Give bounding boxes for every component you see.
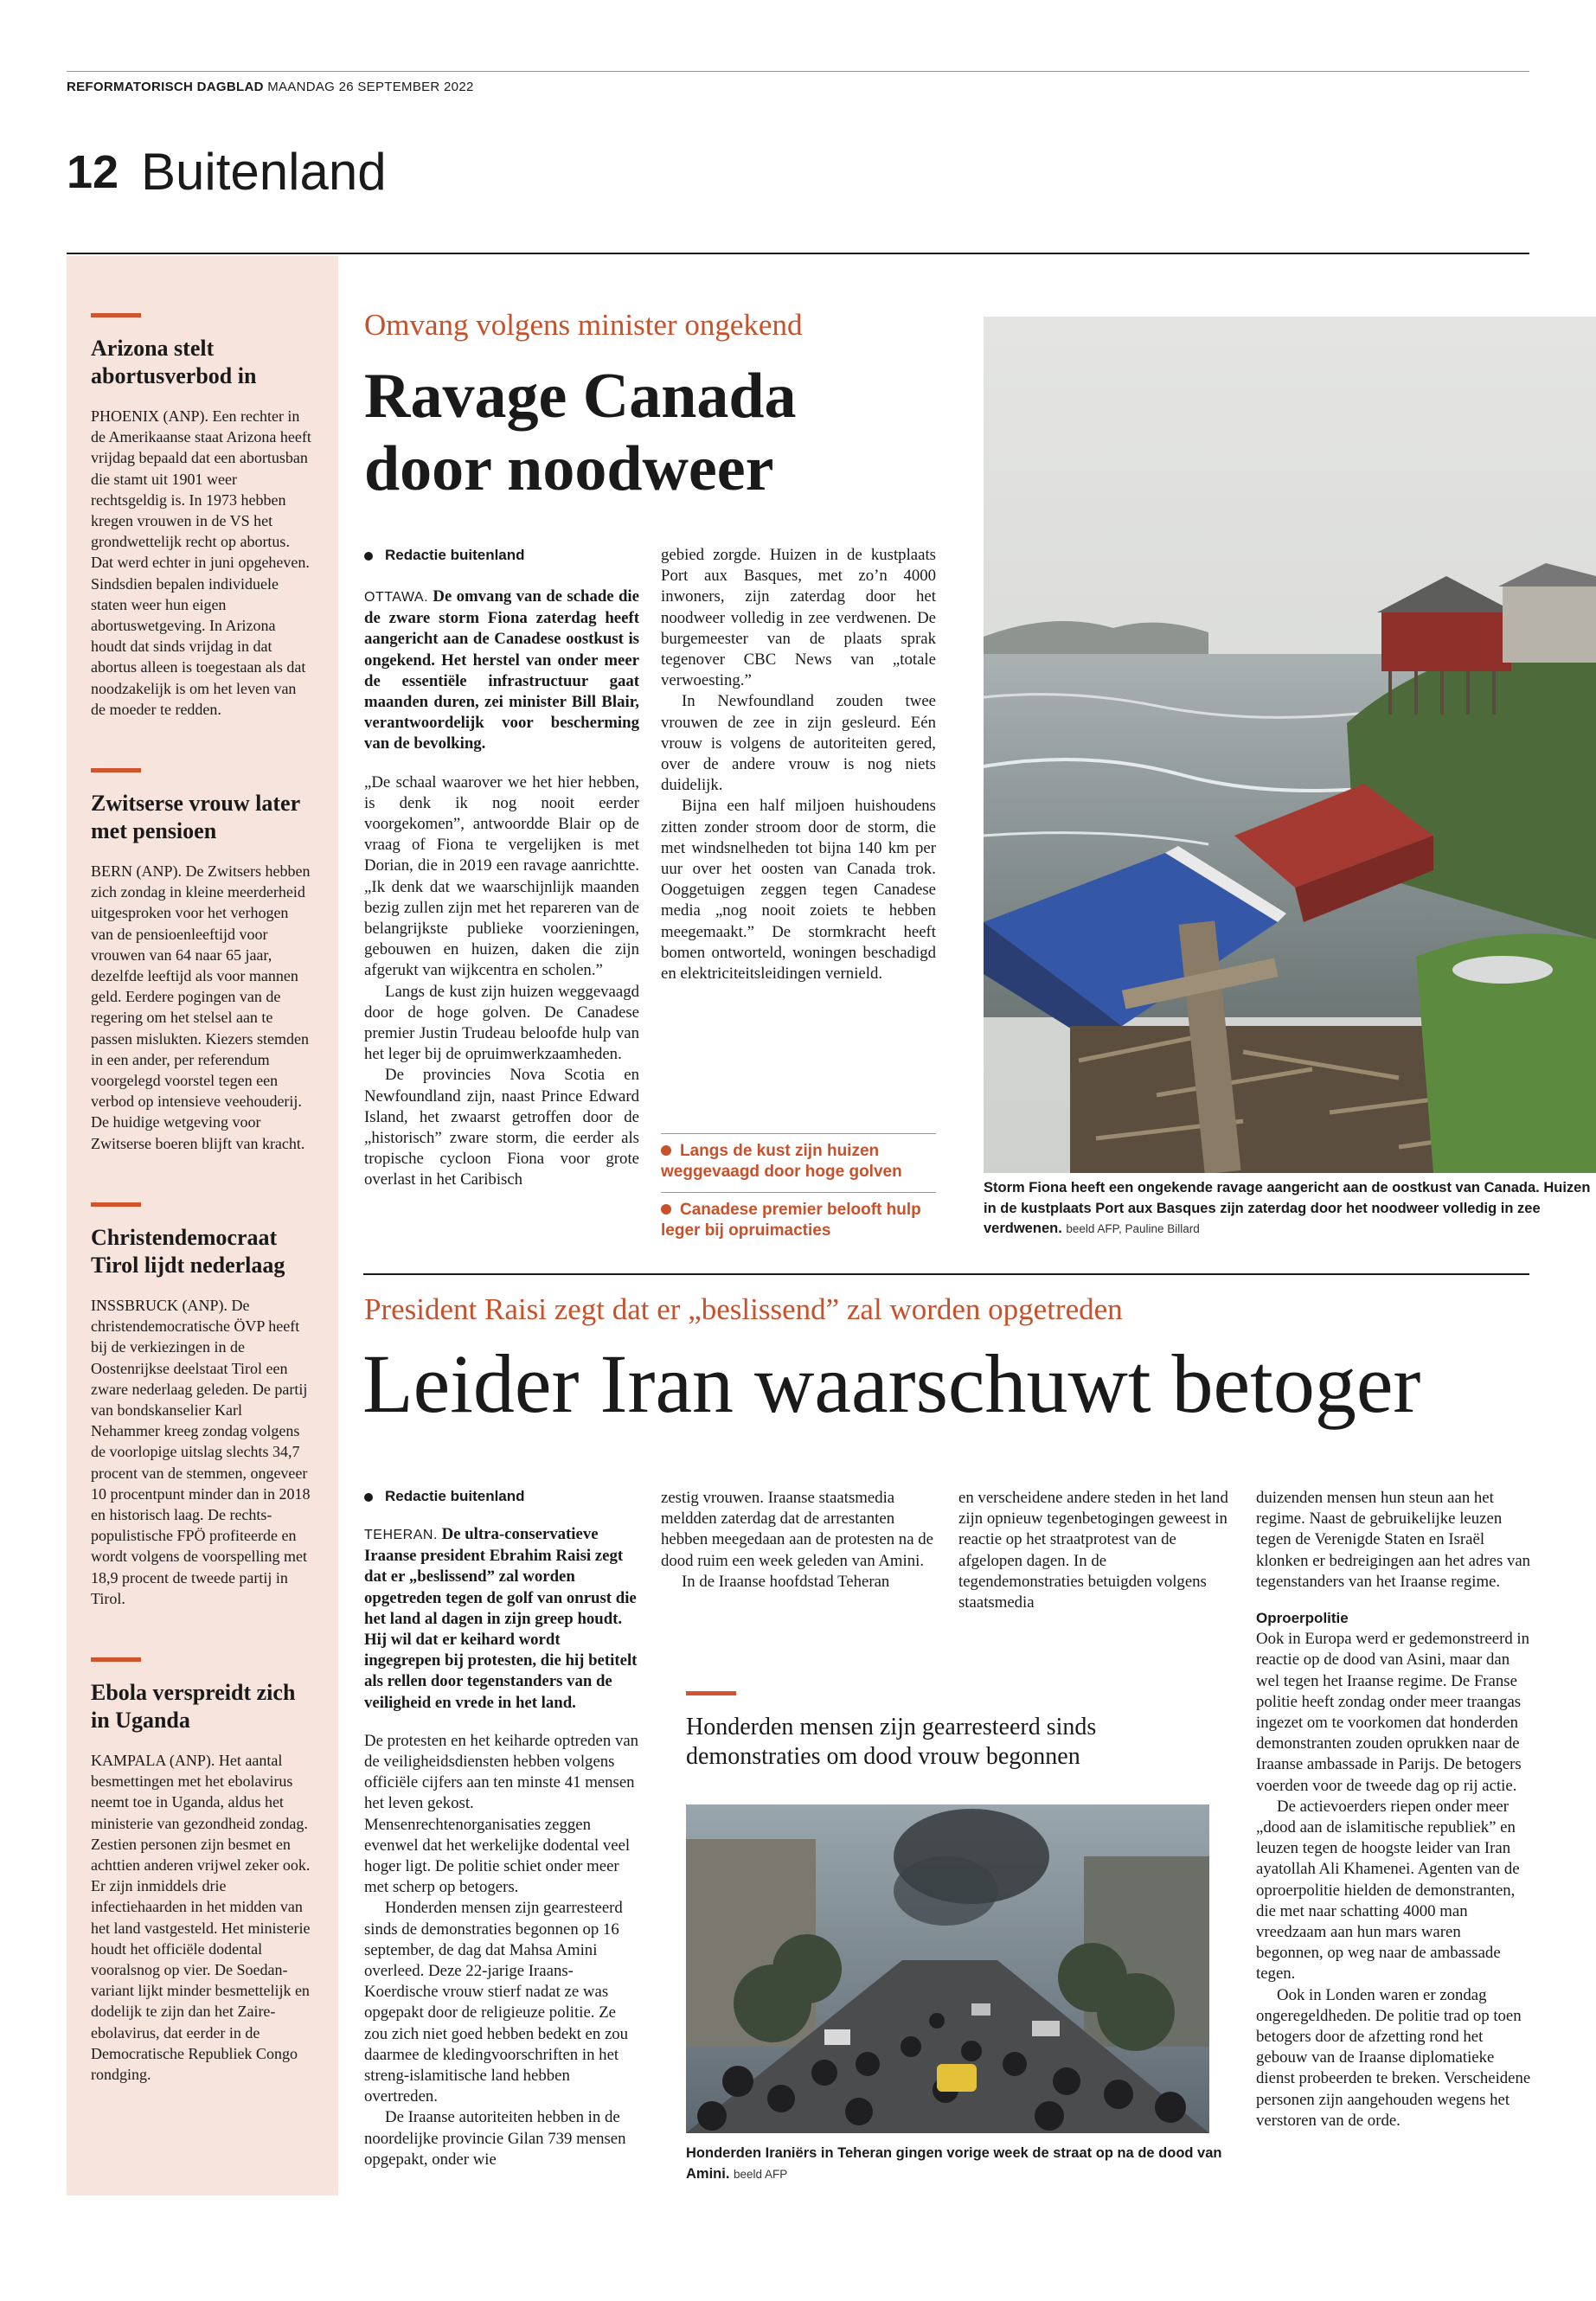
paper-name: REFORMATORISCH DAGBLAD — [67, 80, 264, 94]
body-paragraph: De actievoerders riepen onder meer „dood aan de islamitische republiek” en leuzen tegen de hoogste leider van Iran ayatollah Ali Khamenei. Agenten van de oproerpolitie hielden de demonstranten, die met naar schatting 4000 man vreedzaam aan hun mars waren begonnen, op weg naar de ambassade tegen. — [1256, 1797, 1520, 1984]
body-paragraph: „De schaal waarover we het hier hebben, is denk ik nog nooit eerder voorgekomen”, antwoordde Blair op de vraag of Fiona te vergelijken is met Dorian, die in 2019 een ravage aanrichtte. „Ik denk dat we waarschijnlijk maanden bezig zullen zijn met het repareren van de belangrijkste publieke voorzieningen, gebouwen en huizen, daken die zijn afgerukt van wijkcentra en scholen.” — [364, 772, 639, 980]
body-paragraph: zestig vrouwen. Iraanse staatsmedia meldden zaterdag dat de arrestanten hebben meegedaan aan de protesten na de dood ruim een week geleden van Amini. — [661, 1489, 933, 1570]
body-paragraph: Ook in Londen waren er zondag ongeregeldheden. De politie trad op toen betogers door de afzetting rond het gebouw van de Iraanse diplomatieke dienst probeerden te breken. Verscheidene personen zijn aangehouden wegens het verstoren van de orde. — [1256, 1985, 1531, 2130]
body-paragraph: In de Iraanse hoofdstad Teheran — [682, 1572, 890, 1591]
canada-headline — [364, 360, 797, 505]
byline-dot — [364, 1493, 373, 1502]
subhead — [1256, 1608, 1531, 1629]
quote-text: Canadese premier belooft hulp leger bij opruimacties — [661, 1201, 921, 1240]
brief-accent — [91, 1657, 141, 1662]
body-paragraph: Ook in Europa werd er gedemonstreerd in reactie op de dood van Asini, maar dan wel tegen het Iraanse regime. De Franse politie heeft zondag onder meer traangas ingezet om te voorkomen dat honderden demonstranten zouden oprukken naar de Iraanse ambassade in Parijs. De betogers voerden voor de tweede dag op rij actie. — [1256, 1630, 1530, 1795]
canada-column-1 — [364, 586, 639, 1191]
body-paragraph: Langs de kust zijn huizen weggevaagd door de hoge golven. De Canadese premier Justin Trudeau beloofde hulp van het leger bij de opruimwerkzaamheden. — [364, 982, 639, 1064]
brief-title: Zwitserse vrouw later met pensioen — [91, 791, 300, 844]
brief-uganda — [91, 1657, 314, 2085]
storm-photo-caption — [984, 1178, 1596, 1240]
photo-credit: beeld AFP — [734, 2167, 788, 2181]
brief-text: KAMPALA (ANP). Het aantal besmettingen met het ebolavirus neemt toe in Uganda, aldus het ministerie van gezondheid zondag. Zestien personen zijn besmet en achttien anderen vrijwel zeker ook. Er zijn inmiddels drie infectiehaarden in het midden van het land vastgesteld. Het ministerie houdt het officiële dodental vooralsnog op vier. De Soedan-variant lijkt minder besmettelijk en dodelijk te zijn dan het Zaire-ebolavirus, dat eerder in de Democratische Republiek Congo rondging. — [91, 1751, 311, 2083]
iran-headline: Leider Iran waarschuwt betoger — [362, 1337, 1421, 1430]
caption-text: Storm Fiona heeft een ongekende ravage aangericht aan de oostkust van Canada. Huizen in de kustplaats Port aux Basques zijn zaterdag door het noodweer volledig in zee verdwenen. — [984, 1180, 1591, 1236]
brief-text: BERN (ANP). De Zwitsers hebben zich zondag in kleine meerderheid uitgesproken voor het verhogen van de pensioenleeftijd voor vrouwen van 64 naar 65 jaar, dezelfde leeftijd als voor mannen geld. Eerdere pogingen van de regering om het stelsel aan te passen mislukten. Kiezers stemden in een ander, per referendum voorgelegd voorstel tegen een verbod op intensieve veehouderij. De huidige wetgeving voor Zwitserse boeren blijft van kracht. — [91, 862, 311, 1152]
body-paragraph: Bijna een half miljoen huishoudens zitten zonder stroom door de storm, die met windsnelheden tot bijna 140 km per uur over het oosten van Canada trok. Ooggetuigen zeggen tegen Canadese media „nog nooit zoiets te hebben meegemaakt.” De stormkracht heeft bomen ontworteld, woningen beschadigd en elektriciteitsleidingen vernield. — [661, 797, 936, 984]
iran-kicker: President Raisi zegt dat er „beslissend” zal worden opgetreden — [364, 1292, 1123, 1326]
dateline: TEHERAN. — [364, 1528, 438, 1542]
brief-accent — [91, 768, 141, 772]
section-title: Buitenland — [141, 143, 387, 201]
canada-kicker: Omvang volgens minister ongekend — [364, 308, 803, 342]
iran-column-3 — [958, 1488, 1234, 1613]
iran-intro-para — [364, 1524, 639, 1714]
page-number: 12 — [67, 146, 119, 198]
masthead — [67, 80, 474, 94]
tehran-photo-caption — [686, 2144, 1222, 2184]
headline-line: Ravage Canada — [364, 361, 797, 432]
brief-zwitserland — [91, 768, 314, 1154]
brief-title: Christendemocraat Tirol lijdt nederlaag — [91, 1224, 285, 1278]
body-paragraph: duizenden mensen hun steun aan het regime. Naast de gebruikelijke leuzen tegen de Verenigde Staten en Israël klonken er bedreigingen aan het adres van tegenstanders van het Iraanse regime. — [1256, 1489, 1531, 1591]
brief-text: INSSBRUCK (ANP). De christendemocratische ÖVP heeft bij de verkiezingen in de Oostenrijkse deelstaat Tirol een zware nederlaag geleden. De partij van bondskanselier Karl Nehammer kreeg zondag volgens de voorlopige uitslag slechts 34,7 procent van de stemmen, ongeveer 10 procentpunt minder dan in 2018 en historisch laag. De rechts-populistische FPÖ profiteerde en wordt volgens de voorspelling met 18,9 procent de tweede partij in Tirol. — [91, 1296, 311, 1607]
headline-line: door noodweer — [364, 433, 774, 504]
canada-column-2 — [661, 545, 936, 984]
body-paragraph: De Iraanse autoriteiten hebben in de noordelijke provincie Gilan 739 mensen opgepakt, onder wie — [364, 2108, 626, 2169]
top-rule — [67, 71, 1529, 72]
body-paragraph: en verscheidene andere steden in het land zijn opnieuw tegenbetogingen geweest in reactie op het straatprotest van de afgelopen dagen. In de tegendemonstraties betuigden volgens staatsmedia — [958, 1489, 1228, 1612]
body-paragraph: Honderden mensen zijn gearresteerd sinds de demonstraties begonnen op 16 september, de dag dat Mahsa Amini overleed. Deze 22-jarige Iraans-Koerdische vrouw stierf nadat ze was opgepakt door de religieuze politie. Ze zou zich niet goed hebben bedekt en zou daarmee de kledingvoorschriften in het streng-islamitische land hebben overtreden. — [364, 1899, 629, 2106]
article-separator — [363, 1273, 1529, 1275]
body-paragraph: In Newfoundland zouden twee vrouwen de zee in zijn gesleurd. Eén vrouw is volgens de autoriteiten gered, over de andere vrouw is nog niets duidelijk. — [661, 692, 936, 795]
iran-byline — [364, 1488, 525, 1505]
brief-accent — [91, 1202, 141, 1207]
pull-quote-2 — [661, 1192, 936, 1241]
brief-accent — [91, 313, 141, 317]
iran-column-1 — [364, 1524, 639, 2170]
header-rule — [67, 253, 1529, 254]
brief-tirol — [91, 1202, 314, 1609]
brief-title: Ebola verspreidt zich in Uganda — [91, 1679, 296, 1733]
dateline: OTTAWA. — [364, 590, 429, 605]
pull-quote-1 — [661, 1133, 936, 1183]
brief-arizona — [91, 313, 314, 720]
body-paragraph: De protesten en het keiharde optreden van de veiligheidsdiensten hebben volgens officiële cijfers aan ten minste 41 mensen het leven gekost. Mensenrechtenorganisaties zeggen evenwel dat het werkelijke dodental veel hoger ligt. De politie schiet onder meer met scherp op betogers. — [364, 1731, 639, 1897]
news-briefs-sidebar — [67, 256, 338, 2195]
quote-text: Langs de kust zijn huizen weggevaagd door hoge golven — [661, 1142, 902, 1181]
intro-text: De omvang van de schade die de zware storm Fiona zaterdag heeft aangericht aan de Canadese oostkust is ongekend. Het herstel van onder meer de essentiële infrastructuur gaat maanden duren, zei minister Bill Blair, verantwoordelijk voor bescherming van de bevolking. — [364, 587, 639, 753]
inset-accent — [686, 1691, 736, 1695]
caption-text: Honderden Iraniërs in Teheran gingen vorige week de straat op na de dood van Amini. — [686, 2145, 1222, 2182]
quote-dot — [661, 1204, 671, 1215]
canada-byline — [364, 547, 525, 564]
body-paragraph: De provincies Nova Scotia en Newfoundland zijn, naast Prince Edward Island, het zwaarst getroffen door de „historisch” zware storm, die eerder als tropische cycloon Fiona voor grote overlast in het Caribisch — [364, 1066, 639, 1189]
byline-text: Redactie buitenland — [385, 1488, 525, 1504]
issue-date: MAANDAG 26 SEPTEMBER 2022 — [267, 80, 474, 94]
iran-column-4 — [1256, 1488, 1531, 2131]
brief-text: PHOENIX (ANP). Een rechter in de Amerikaanse staat Arizona heeft vrijdag bepaald dat een abortusban die stamt uit 1901 weer rechtsgeldig is. In 1973 hebben kregen vrouwen in de VS het grondwettelijk recht op abortus. Dat werd echter in juni opgeheven. Sindsdien bepalen individuele staten weer hun eigen abortuswetgeving. In Arizona houdt dat sinds vrijdag in dat abortus alleen is toegestaan als dat noodzakelijk is om het leven van de moeder te redden. — [91, 407, 311, 718]
tehran-protest-photo — [686, 1804, 1209, 2133]
quote-dot — [661, 1145, 671, 1156]
photo-credit: beeld AFP, Pauline Billard — [1066, 1222, 1200, 1235]
byline-dot — [364, 552, 373, 561]
intro-text: De ultra-conservatieve Iraanse president Ebrahim Raisi zegt dat er „beslissend” zal worden opgetreden tegen de golf van onrust die het land al dagen in zijn greep houdt. Hij wil dat er keihard wordt ingegrepen bij protesten, die hij betitelt als rellen door tegenstanders van de veiligheid en vrede in het land. — [364, 1525, 638, 1712]
canada-intro-para — [364, 586, 639, 755]
iran-column-2 — [661, 1488, 936, 1593]
body-paragraph: gebied zorgde. Huizen in de kustplaats Port aux Basques, met zo’n 4000 inwoners, zijn zaterdag door het noodweer volledig in zee verdwenen. De burgemeester van de plaats sprak tegenover CBC News van „totale verwoesting.” — [661, 546, 936, 690]
brief-title: Arizona stelt abortusverbod in — [91, 336, 257, 388]
storm-photo — [984, 317, 1596, 1173]
byline-text: Redactie buitenland — [385, 547, 525, 563]
subhead-text: Oproerpolitie — [1256, 1610, 1349, 1627]
inset-headline: Honderden mensen zijn gearresteerd sinds demonstraties om dood vrouw begonnen — [686, 1714, 1097, 1770]
